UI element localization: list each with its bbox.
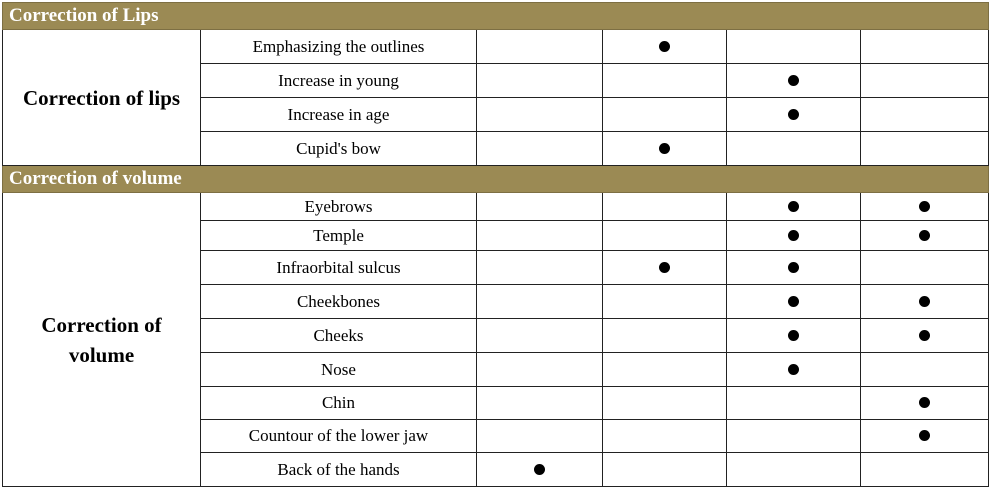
row-label: Emphasizing the outlines xyxy=(201,30,477,64)
section-header-row xyxy=(3,166,989,193)
bullet-dot-icon xyxy=(919,430,930,441)
section-header-row xyxy=(3,3,989,30)
row-label: Nose xyxy=(201,353,477,387)
row-label: Countour of the lower jaw xyxy=(201,420,477,453)
bullet-dot-icon xyxy=(788,230,799,241)
mark-cell xyxy=(861,221,989,251)
mark-cell xyxy=(603,64,727,98)
group-label: Correction of volume xyxy=(3,193,201,487)
bullet-dot-icon xyxy=(919,296,930,307)
row-label: Increase in young xyxy=(201,64,477,98)
mark-cell xyxy=(603,353,727,387)
row-label: Temple xyxy=(201,221,477,251)
mark-cell xyxy=(603,251,727,285)
mark-cell xyxy=(603,221,727,251)
row-label: Chin xyxy=(201,387,477,420)
bullet-dot-icon xyxy=(659,41,670,52)
mark-cell xyxy=(861,30,989,64)
mark-cell xyxy=(861,251,989,285)
mark-cell xyxy=(861,353,989,387)
mark-cell xyxy=(477,221,603,251)
bullet-dot-icon xyxy=(788,364,799,375)
mark-cell xyxy=(861,420,989,453)
bullet-dot-icon xyxy=(919,330,930,341)
mark-cell xyxy=(727,319,861,353)
mark-cell xyxy=(861,453,989,487)
row-label: Infraorbital sulcus xyxy=(201,251,477,285)
row-label: Eyebrows xyxy=(201,193,477,221)
bullet-dot-icon xyxy=(919,230,930,241)
mark-cell xyxy=(861,64,989,98)
table-row xyxy=(3,30,989,64)
mark-cell xyxy=(603,453,727,487)
mark-cell xyxy=(477,30,603,64)
mark-cell xyxy=(477,387,603,420)
mark-cell xyxy=(603,193,727,221)
row-label: Cheekbones xyxy=(201,285,477,319)
row-label: Cheeks xyxy=(201,319,477,353)
mark-cell xyxy=(477,132,603,166)
group-label: Correction of lips xyxy=(3,30,201,166)
mark-cell xyxy=(861,193,989,221)
bullet-dot-icon xyxy=(659,143,670,154)
mark-cell xyxy=(603,319,727,353)
mark-cell xyxy=(727,193,861,221)
bullet-dot-icon xyxy=(788,296,799,307)
mark-cell xyxy=(727,285,861,319)
bullet-dot-icon xyxy=(919,397,930,408)
mark-cell xyxy=(603,420,727,453)
mark-cell xyxy=(861,387,989,420)
mark-cell xyxy=(603,98,727,132)
bullet-dot-icon xyxy=(788,201,799,212)
mark-cell xyxy=(727,251,861,285)
section-header: Correction of Lips xyxy=(3,3,989,30)
mark-cell xyxy=(727,387,861,420)
mark-cell xyxy=(477,453,603,487)
mark-cell xyxy=(861,319,989,353)
bullet-dot-icon xyxy=(919,201,930,212)
bullet-dot-icon xyxy=(788,109,799,120)
mark-cell xyxy=(477,420,603,453)
mark-cell xyxy=(603,387,727,420)
mark-cell xyxy=(603,285,727,319)
bullet-dot-icon xyxy=(788,75,799,86)
mark-cell xyxy=(477,64,603,98)
mark-cell xyxy=(727,132,861,166)
mark-cell xyxy=(727,98,861,132)
row-label: Increase in age xyxy=(201,98,477,132)
mark-cell xyxy=(727,221,861,251)
mark-cell xyxy=(861,285,989,319)
mark-cell xyxy=(603,30,727,64)
mark-cell xyxy=(861,98,989,132)
mark-cell xyxy=(477,353,603,387)
section-header: Correction of volume xyxy=(3,166,989,193)
bullet-dot-icon xyxy=(788,330,799,341)
mark-cell xyxy=(861,132,989,166)
mark-cell xyxy=(727,64,861,98)
correction-table xyxy=(2,2,989,487)
table-row xyxy=(3,193,989,221)
mark-cell xyxy=(727,353,861,387)
mark-cell xyxy=(477,98,603,132)
row-label: Back of the hands xyxy=(201,453,477,487)
mark-cell xyxy=(477,285,603,319)
mark-cell xyxy=(477,251,603,285)
bullet-dot-icon xyxy=(788,262,799,273)
mark-cell xyxy=(727,420,861,453)
mark-cell xyxy=(477,319,603,353)
mark-cell xyxy=(477,193,603,221)
mark-cell xyxy=(727,453,861,487)
bullet-dot-icon xyxy=(534,464,545,475)
mark-cell xyxy=(727,30,861,64)
bullet-dot-icon xyxy=(659,262,670,273)
mark-cell xyxy=(603,132,727,166)
row-label: Cupid's bow xyxy=(201,132,477,166)
